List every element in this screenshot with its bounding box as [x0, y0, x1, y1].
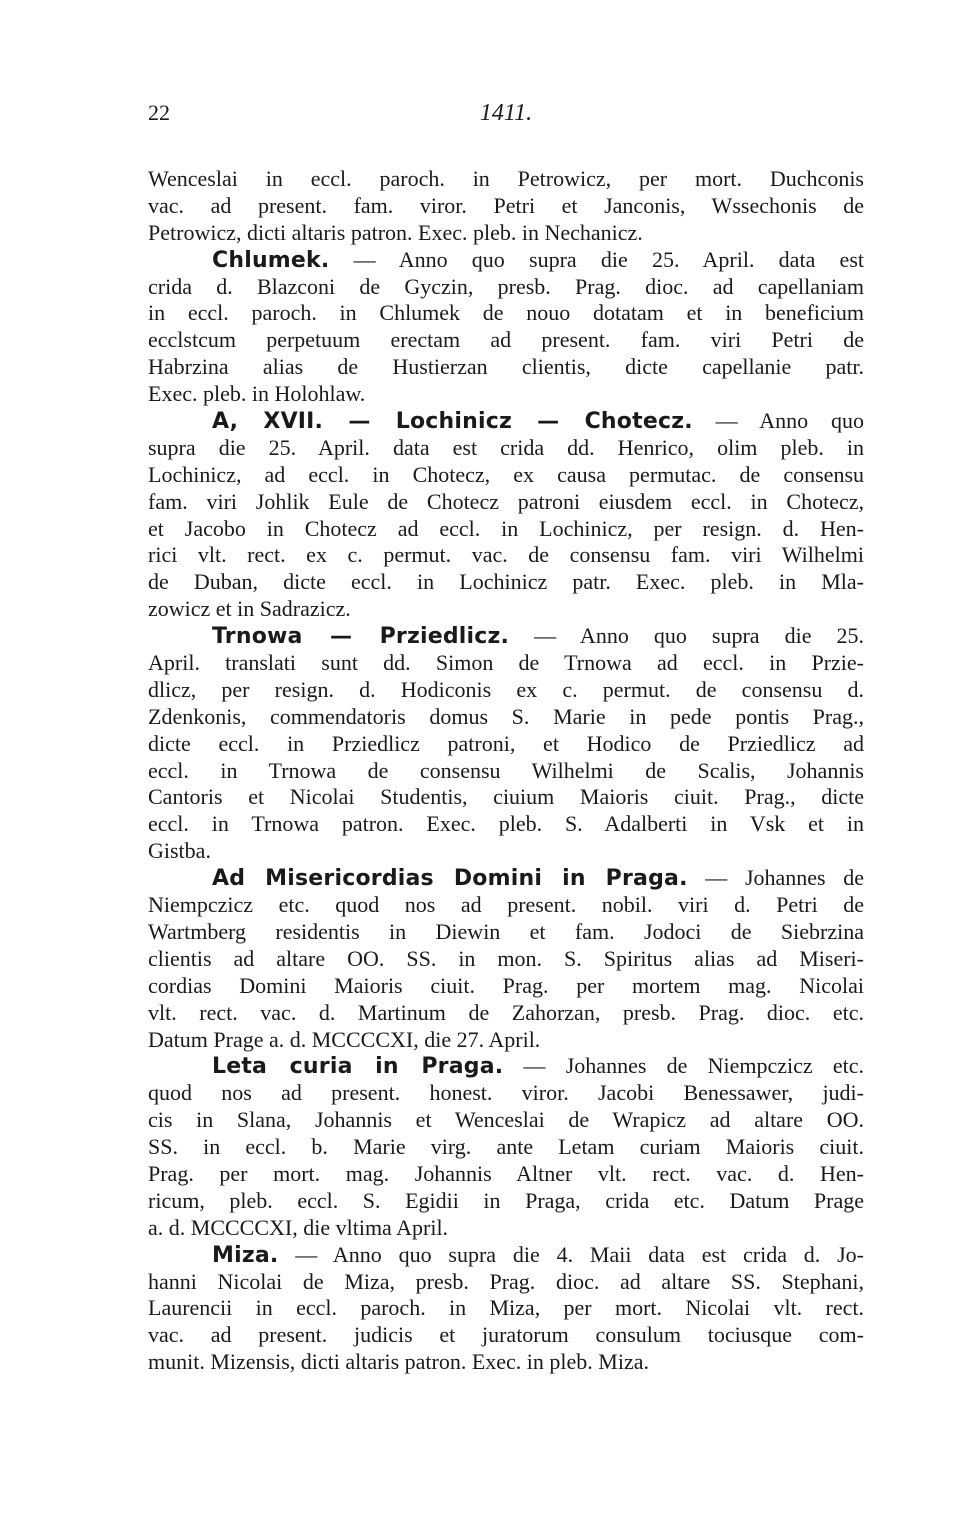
line-text: eccl. in Trnowa patron. Exec. pleb. S. Adalberti in Vsk et in	[148, 811, 864, 837]
text-line	[148, 919, 864, 946]
text-line	[148, 300, 864, 327]
text-line	[148, 462, 864, 489]
line-text: vlt. rect. vac. d. Martinum de Zahorzan, presb. Prag. dioc. etc.	[148, 999, 864, 1025]
text-line	[148, 542, 864, 569]
line-text: fam. viri Johlik Eule de Chotecz patroni eiusdem eccl. in Chotecz,	[148, 488, 864, 514]
text-line	[148, 1269, 864, 1296]
text-line	[148, 596, 864, 623]
text-line	[148, 838, 864, 865]
document-body	[148, 166, 864, 1376]
text-line	[148, 623, 864, 650]
line-text: a. d. MCCCCXI, die vltima April.	[148, 1214, 449, 1240]
text-line	[148, 274, 864, 301]
line-text: Habrzina alias de Hustierzan clientis, dicte capellanie patr.	[148, 354, 864, 380]
text-line	[148, 1188, 864, 1215]
text-line	[148, 1027, 864, 1054]
line-text: — Anno quo supra die 25.	[509, 623, 864, 649]
text-line	[148, 435, 864, 462]
text-line	[148, 354, 864, 381]
line-text: vac. ad present. fam. viror. Petri et Janconis, Wssechonis de	[148, 192, 864, 218]
line-text: et Jacobo in Chotecz ad eccl. in Lochinicz, per resign. d. Hen-	[148, 515, 864, 541]
line-text: Zdenkonis, commendatoris domus S. Marie in pede pontis Prag.,	[148, 703, 864, 729]
text-line	[148, 1242, 864, 1269]
line-text: Lochinicz, ad eccl. in Chotecz, ex causa permutac. de consensu	[148, 461, 864, 487]
text-line	[148, 704, 864, 731]
page-year: 1411.	[479, 100, 533, 126]
line-text: cis in Slana, Johannis et Wenceslai de Wrapicz ad altare OO.	[148, 1107, 864, 1133]
line-text: dicte eccl. in Prziedlicz patroni, et Hodico de Prziedlicz ad	[148, 730, 864, 756]
text-line	[148, 758, 864, 785]
text-line	[148, 1053, 864, 1080]
line-text: Niempczicz etc. quod nos ad present. nobil. viri d. Petri de	[148, 892, 864, 918]
text-line	[148, 731, 864, 758]
line-text: SS. in eccl. b. Marie virg. ante Letam curiam Maioris ciuit.	[148, 1134, 864, 1160]
text-line	[148, 220, 864, 247]
line-text: — Anno quo supra die 4. Maii data est crida d. Jo-	[278, 1241, 864, 1267]
line-text: — Johannes de	[687, 865, 864, 891]
entry-heading: Trnowa — Prziedlicz.	[212, 624, 510, 650]
line-text: clientis ad altare OO. SS. in mon. S. Spiritus alias ad Miseri-	[148, 945, 864, 971]
line-text: Cantoris et Nicolai Studentis, ciuium Maioris ciuit. Prag., dicte	[148, 784, 864, 810]
line-text: munit. Mizensis, dicti altaris patron. Exec. in pleb. Miza.	[148, 1349, 649, 1375]
text-line	[148, 489, 864, 516]
text-line	[148, 1215, 864, 1242]
text-line	[148, 865, 864, 892]
line-text: — Johannes de Niempczicz etc.	[503, 1053, 864, 1079]
entry-heading: Leta curia in Praga.	[212, 1054, 504, 1080]
line-text: dlicz, per resign. d. Hodiconis ex c. permut. de consensu d.	[148, 676, 864, 702]
text-line	[148, 973, 864, 1000]
text-line	[148, 569, 864, 596]
text-line	[148, 516, 864, 543]
text-line	[148, 1161, 864, 1188]
text-line	[148, 1000, 864, 1027]
text-line	[148, 650, 864, 677]
text-line	[148, 677, 864, 704]
text-line	[148, 193, 864, 220]
line-text: rici vlt. rect. ex c. permut. vac. de consensu fam. viri Wilhelmi	[148, 542, 864, 568]
line-text: Datum Prage a. d. MCCCCXI, die 27. April.	[148, 1026, 541, 1052]
line-text: hanni Nicolai de Miza, presb. Prag. dioc. ad altare SS. Stephani,	[148, 1268, 864, 1294]
line-text: de Duban, dicte eccl. in Lochinicz patr. Exec. pleb. in Mla-	[148, 569, 864, 595]
text-line	[148, 381, 864, 408]
line-text: — Anno quo	[692, 408, 864, 434]
line-text: quod nos ad present. honest. viror. Jacobi Benessawer, judi-	[148, 1080, 864, 1106]
line-text: vac. ad present. judicis et juratorum consulum tociusque com-	[148, 1322, 864, 1348]
text-line	[148, 166, 864, 193]
text-line	[148, 811, 864, 838]
line-text: zowicz et in Sadrazicz.	[148, 596, 351, 622]
line-text: Prag. per mort. mag. Johannis Altner vlt. rect. vac. d. Hen-	[148, 1160, 864, 1186]
line-text: ricum, pleb. eccl. S. Egidii in Praga, crida etc. Datum Prage	[148, 1187, 864, 1213]
text-line	[148, 1295, 864, 1322]
line-text: supra die 25. April. data est crida dd. Henrico, olim pleb. in	[148, 434, 864, 460]
text-line	[148, 784, 864, 811]
line-text: Petrowicz, dicti altaris patron. Exec. pleb. in Nechanicz.	[148, 219, 643, 245]
line-text: ecclstcum perpetuum erectam ad present. fam. viri Petri de	[148, 327, 864, 353]
text-line	[148, 946, 864, 973]
text-line	[148, 1107, 864, 1134]
line-text: cordias Domini Maioris ciuit. Prag. per mortem mag. Nicolai	[148, 972, 864, 998]
text-line	[148, 892, 864, 919]
text-line	[148, 1322, 864, 1349]
page-number: 22	[148, 100, 170, 125]
text-line	[148, 1080, 864, 1107]
line-text: April. translati sunt dd. Simon de Trnowa ad eccl. in Przie-	[148, 650, 864, 676]
line-text: Wartmberg residentis in Diewin et fam. Jodoci de Siebrzina	[148, 918, 864, 944]
line-text: Wenceslai in eccl. paroch. in Petrowicz, per mort. Duchconis	[148, 166, 864, 191]
line-text: — Anno quo supra die 25. April. data est	[329, 246, 864, 272]
entry-heading: Miza.	[212, 1242, 279, 1268]
line-text: Laurencii in eccl. paroch. in Miza, per mort. Nicolai vlt. rect.	[148, 1295, 864, 1321]
entry-heading: Chlumek.	[212, 247, 330, 273]
text-line	[148, 247, 864, 274]
line-text: Gistba.	[148, 838, 211, 864]
line-text: Exec. pleb. in Holohlaw.	[148, 381, 366, 407]
entry-heading: Ad Misericordias Domini in Praga.	[212, 866, 688, 892]
text-line	[148, 327, 864, 354]
text-line	[148, 408, 864, 435]
page-header	[148, 100, 864, 132]
line-text: crida d. Blazconi de Gyczin, presb. Prag. dioc. ad capellaniam	[148, 273, 864, 299]
line-text: eccl. in Trnowa de consensu Wilhelmi de Scalis, Johannis	[148, 757, 864, 783]
line-text: in eccl. paroch. in Chlumek de nouo dotatam et in beneficium	[148, 300, 864, 326]
text-line	[148, 1349, 864, 1376]
text-line	[148, 1134, 864, 1161]
entry-heading: A, XVII. — Lochinicz — Chotecz.	[212, 409, 693, 435]
